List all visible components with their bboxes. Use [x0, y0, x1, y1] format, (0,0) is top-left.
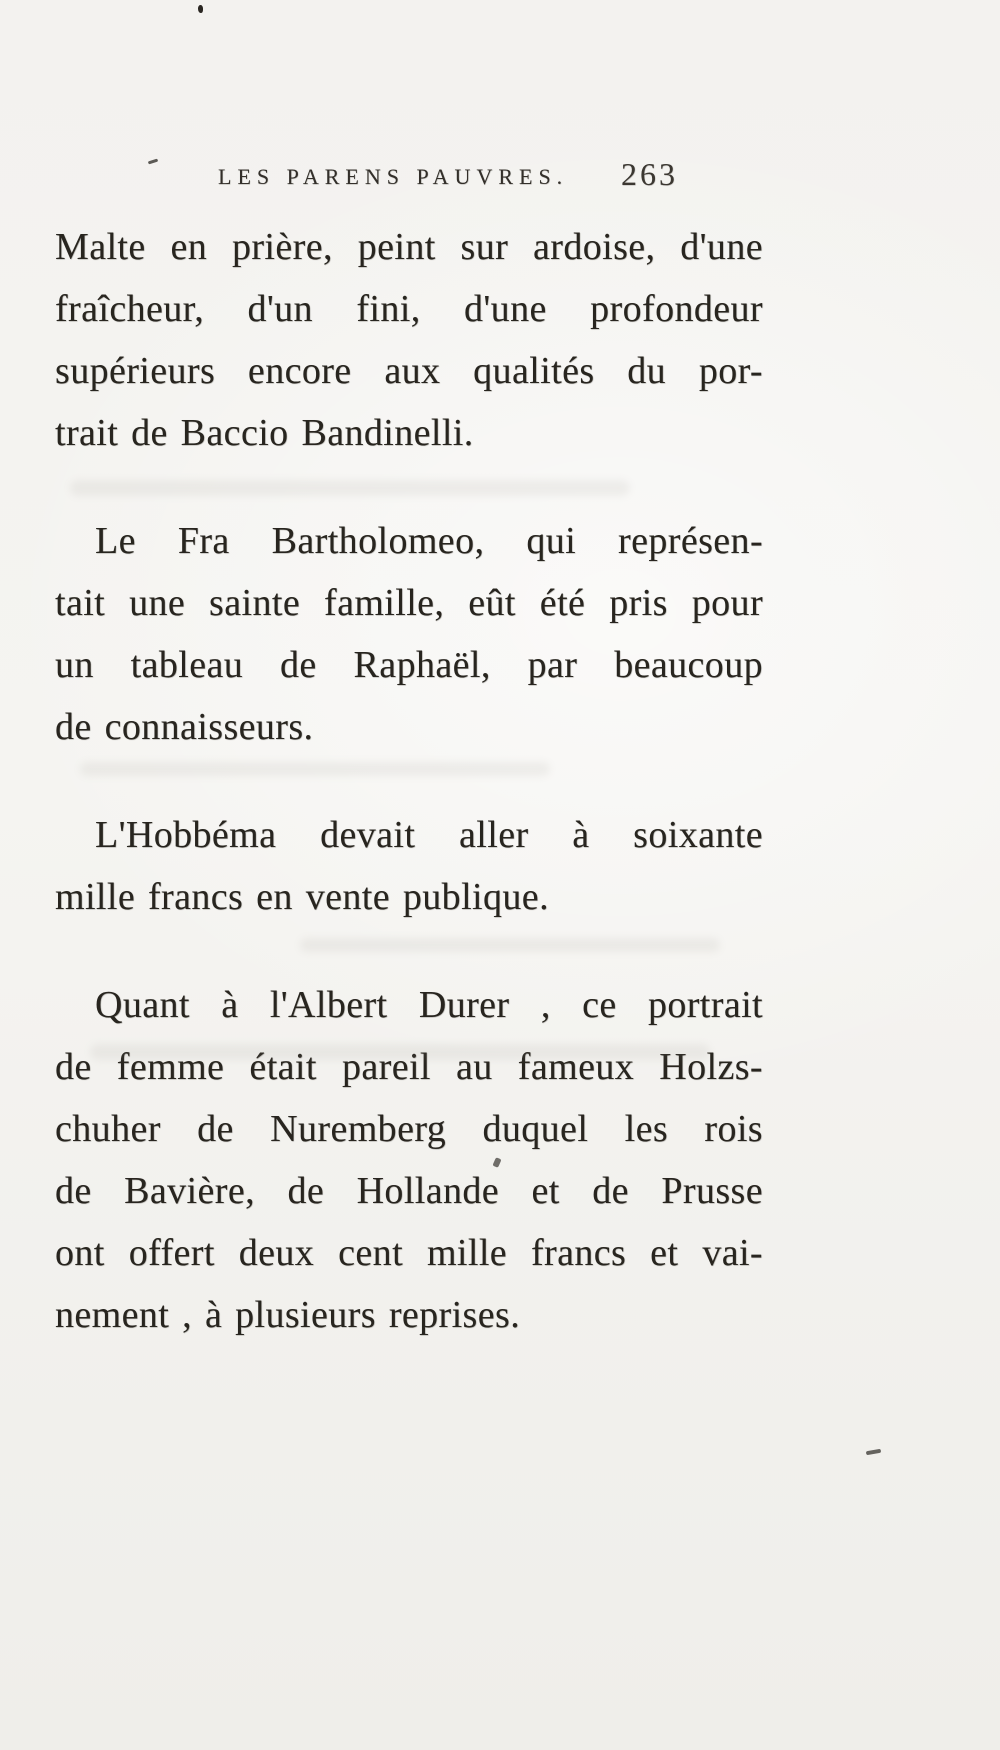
ink-speck	[148, 159, 158, 165]
text-line: tait une sainte famille, eût été pris pour	[55, 582, 763, 624]
text-line: de connaisseurs.	[55, 706, 314, 748]
text-line: Le Fra Bartholomeo, qui représen-	[95, 520, 763, 562]
text-line: Malte en prière, peint sur ardoise, d'une	[55, 226, 763, 268]
body-text	[55, 216, 763, 1346]
page-number: 263	[621, 156, 678, 192]
paragraph	[55, 216, 763, 464]
paragraph	[55, 804, 763, 928]
bleed-through-streak	[90, 1044, 710, 1060]
text-line: mille francs en vente publique.	[55, 876, 549, 918]
text-line: un tableau de Raphaël, par beaucoup	[55, 644, 763, 686]
ink-speck	[866, 1449, 881, 1456]
paragraph	[55, 510, 763, 758]
paragraph	[55, 974, 763, 1346]
bleed-through-streak	[80, 762, 550, 776]
ink-speck	[198, 5, 203, 13]
bleed-through-streak	[70, 480, 630, 496]
text-line: Quant à l'Albert Durer , ce portrait	[95, 984, 763, 1026]
text-line: nement , à plusieurs reprises.	[55, 1294, 521, 1336]
text-line: supérieurs encore aux qualités du por-	[55, 350, 763, 392]
text-line: L'Hobbéma devait aller à soixante	[95, 814, 763, 856]
text-line: trait de Baccio Bandinelli.	[55, 412, 474, 454]
text-line: de femme était pareil au fameux Holzs-	[55, 1046, 763, 1088]
text-line: chuher de Nuremberg duquel les rois	[55, 1108, 763, 1150]
text-line: ont offert deux cent mille francs et vai-	[55, 1232, 763, 1274]
text-line: fraîcheur, d'un fini, d'une profondeur	[55, 288, 763, 330]
bleed-through-streak	[300, 938, 720, 952]
text-line: de Bavière, de Hollande et de Prusse	[55, 1170, 763, 1212]
running-title: LES PARENS PAUVRES.	[218, 164, 569, 189]
